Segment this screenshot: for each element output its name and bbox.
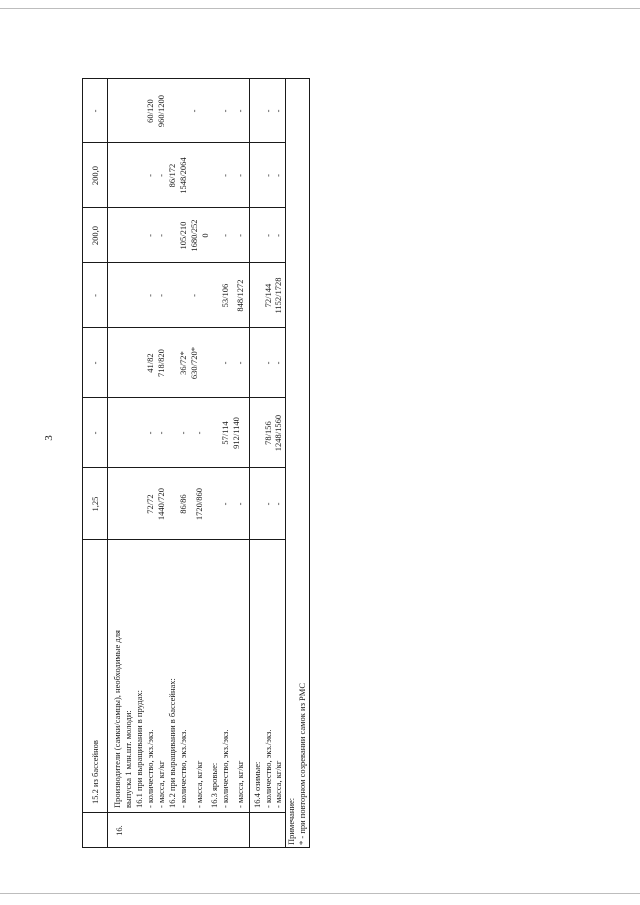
cell-value: - [235, 361, 245, 365]
data-table [82, 78, 310, 848]
rotated-table [82, 78, 310, 848]
cell-value: 1720/860 [194, 487, 204, 521]
cell-value: 36/72* [178, 351, 188, 375]
row-label: - количество, экз./экз. [263, 729, 273, 808]
row-15-2-value: - [90, 431, 100, 435]
cell-value: - [156, 234, 166, 237]
row-15-2-value: - [90, 294, 100, 297]
cell-value: 630/720* [189, 346, 199, 380]
cell-value: 86/86 [178, 494, 188, 514]
cell-value: 72/144 [263, 283, 273, 308]
cell-value: - [263, 174, 273, 177]
subsection-heading: 16.4 озимые: [252, 761, 262, 808]
cell-value: - [273, 361, 283, 365]
cell-value: - [235, 174, 245, 177]
cell-value: - [156, 174, 166, 177]
cell-value: 912/1140 [231, 417, 241, 449]
cell-value: - [178, 431, 188, 435]
cell-value: - [220, 234, 230, 237]
cell-value: 0 [200, 233, 210, 238]
table-border-top [82, 78, 83, 848]
row-16-title: Производители (самки/самцы), необходимые для [112, 630, 122, 808]
row-15-2-label: 15.2 из бассейнов [90, 740, 100, 804]
column-divider [82, 812, 285, 813]
cell-value: - [189, 294, 199, 297]
cell-value: 41/82 [145, 353, 155, 373]
cell-value: - [189, 109, 199, 113]
cell-value: - [263, 361, 273, 365]
row-label: - количество, экз./экз. [145, 729, 155, 808]
cell-value: - [273, 234, 283, 237]
row-label: - масса, кг/кг [235, 760, 245, 808]
cell-value: - [263, 502, 273, 506]
scan-edge-top [0, 8, 640, 9]
note-text: * - при повторном созревании самок из РМС [297, 682, 307, 845]
cell-value: 72/72 [145, 494, 155, 514]
note-heading: Примечание: [286, 797, 296, 845]
note-row [285, 78, 310, 848]
page-number: 3 [43, 435, 55, 441]
row-16-title: выпуска 1 млн.шт. молоди: [123, 710, 133, 808]
cell-value: 1248/1560 [273, 414, 283, 452]
cell-value: - [263, 109, 273, 113]
cell-value: 848/1272 [235, 279, 245, 312]
subsection-heading: 16.2 при выращивании в бассейнах: [167, 678, 177, 808]
row-label: - масса, кг/кг [273, 760, 283, 808]
cell-value: - [145, 234, 155, 237]
row-label: - масса, кг/кг [194, 760, 204, 808]
subsection-heading: 16.1 при выращивании в прудах: [134, 689, 144, 808]
row-divider [249, 78, 250, 848]
row-15-2-value: 200,0 [90, 225, 100, 246]
scan-edge-bottom [0, 893, 640, 894]
cell-value: 1152/1728 [273, 277, 283, 314]
row-divider [107, 78, 108, 848]
cell-value: - [235, 234, 245, 237]
cell-value: - [220, 502, 230, 506]
cell-value: - [235, 502, 245, 506]
cell-value: - [235, 109, 245, 113]
cell-value: 960/1200 [156, 94, 166, 128]
subsection-heading: 16.3 яровые: [209, 762, 219, 808]
cell-value: 1440/720 [156, 487, 166, 521]
cell-value: - [273, 109, 283, 113]
cell-value: - [145, 294, 155, 297]
cell-value: - [263, 234, 273, 237]
cell-value: 1548/2064 [178, 157, 188, 194]
row-15-2-value: - [90, 109, 100, 113]
row-15-2-value: 200,0 [90, 165, 100, 186]
cell-value: 1680/252 [189, 219, 199, 252]
row-16-number: 16. [114, 825, 124, 836]
row-15-2-value: 1,25 [90, 496, 100, 512]
cell-value: 60/120 [145, 99, 155, 123]
cell-value: 86/172 [167, 163, 177, 188]
cell-value: - [273, 502, 283, 506]
cell-value: 57/114 [220, 421, 230, 445]
cell-value: 718/820 [156, 349, 166, 377]
row-15-2-value: - [90, 361, 100, 365]
cell-value: - [220, 109, 230, 113]
cell-value: - [220, 174, 230, 177]
cell-value: 105/210 [178, 221, 188, 250]
cell-value: 78/156 [263, 421, 273, 445]
cell-value: - [145, 431, 155, 435]
cell-value: 53/106 [220, 283, 230, 308]
row-label: - количество, экз./экз. [178, 729, 188, 808]
cell-value: - [220, 361, 230, 365]
cell-value: - [273, 174, 283, 177]
cell-value: - [156, 294, 166, 297]
row-label: - количество, экз./экз. [220, 729, 230, 808]
cell-value: - [156, 431, 166, 435]
cell-value: - [145, 174, 155, 177]
row-label: - масса, кг/кг [156, 760, 166, 808]
cell-value: - [194, 431, 204, 435]
